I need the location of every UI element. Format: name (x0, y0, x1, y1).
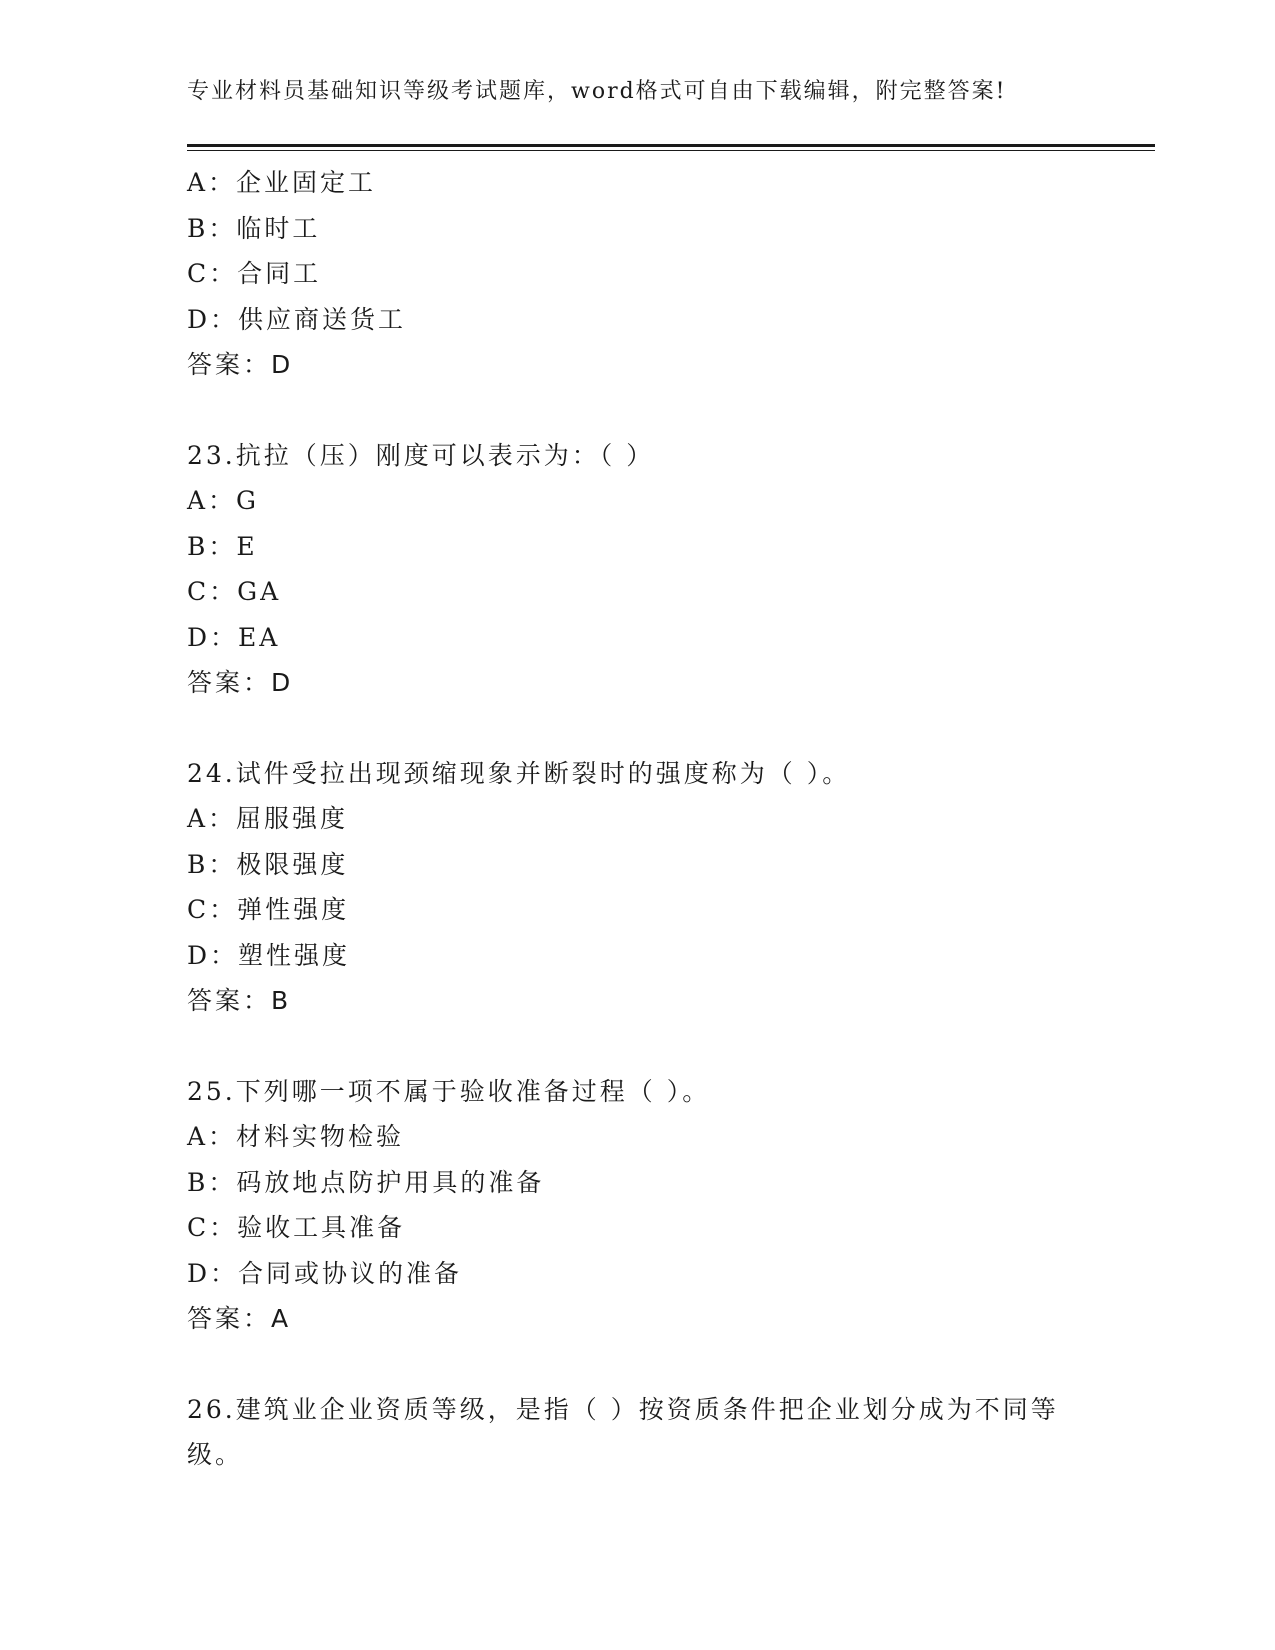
option-c: C：合同工 (187, 259, 322, 288)
question-list (187, 160, 1087, 1477)
option-c: C：GA (187, 577, 282, 606)
answer-line: 答案：D (187, 350, 294, 379)
option-a: A：G (187, 486, 260, 515)
option-a: A：材料实物检验 (187, 1122, 405, 1151)
option-b: B：E (187, 531, 258, 561)
option-a: A：屈服强度 (187, 804, 349, 833)
answer-line: 答案：A (187, 1304, 292, 1333)
option-d: D：EA (187, 622, 281, 652)
option-a: A：企业固定工 (187, 168, 377, 197)
header-divider-thin (187, 150, 1155, 151)
question-22-continued (187, 160, 1087, 388)
header-divider-thick (187, 144, 1155, 147)
option-b: B：码放地点防护用具的准备 (187, 1167, 545, 1197)
option-b: B：临时工 (187, 213, 321, 243)
option-b: B：极限强度 (187, 849, 349, 879)
question-text: 23.抗拉（压）刚度可以表示为：（ ） (187, 440, 655, 470)
answer-line: 答案：D (187, 668, 294, 697)
question-text: 26.建筑业企业资质等级，是指（ ）按资质条件把企业划分成为不同等级。 (187, 1394, 1059, 1469)
answer-line: 答案：B (187, 986, 292, 1015)
option-d: D：供应商送货工 (187, 304, 407, 334)
page-header: 专业材料员基础知识等级考试题库，word格式可自由下载编辑，附完整答案! (187, 79, 1007, 104)
question-25 (187, 1069, 1087, 1342)
question-26 (187, 1387, 1087, 1477)
option-d: D：塑性强度 (187, 940, 351, 970)
option-c: C：弹性强度 (187, 895, 350, 924)
question-24 (187, 751, 1087, 1024)
option-c: C：验收工具准备 (187, 1213, 406, 1242)
option-d: D：合同或协议的准备 (187, 1258, 463, 1288)
question-text: 24.试件受拉出现颈缩现象并断裂时的强度称为（ ）。 (187, 758, 851, 788)
question-text: 25.下列哪一项不属于验收准备过程（ ）。 (187, 1076, 711, 1106)
question-23 (187, 433, 1087, 706)
